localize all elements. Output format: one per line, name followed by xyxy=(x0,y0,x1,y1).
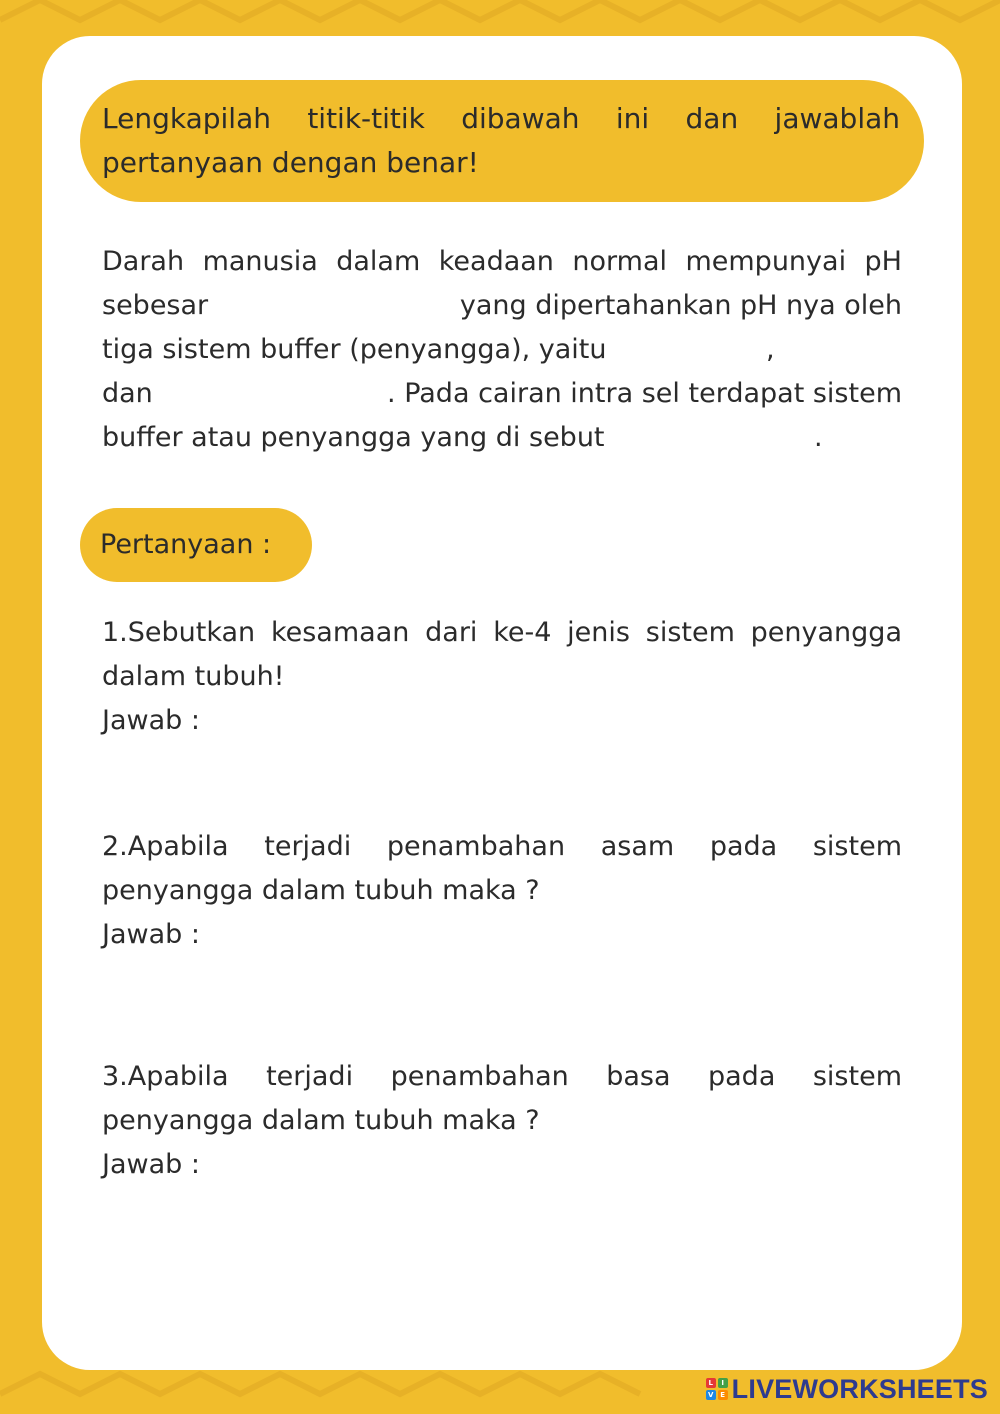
paragraph-text: . xyxy=(814,422,823,453)
answer-label: Jawab : xyxy=(102,919,200,950)
fill-in-paragraph xyxy=(102,240,902,460)
paragraph-line xyxy=(102,284,902,328)
paragraph-line xyxy=(102,328,902,372)
paragraph-line xyxy=(102,416,902,460)
paragraph-text: tiga sistem buffer (penyangga), yaitu xyxy=(102,334,607,365)
logo-letter: L xyxy=(706,1378,716,1388)
instruction-text: Lengkapilah titik-titik dibawah ini dan jawablah pertanyaan dengan benar! xyxy=(102,102,900,179)
branding-text: LIVEWORKSHEETS xyxy=(731,1373,988,1404)
paragraph-text: dan xyxy=(102,378,153,409)
questions-header-pill xyxy=(80,508,312,582)
paragraph-text: . Pada cairan intra sel terdapat sistem xyxy=(387,378,902,409)
liveworksheets-branding xyxy=(706,1371,988,1407)
logo-letter: I xyxy=(718,1378,728,1388)
answer-label: Jawab : xyxy=(102,705,200,736)
paragraph-text: buffer atau penyangga yang di sebut xyxy=(102,422,605,453)
instruction-banner xyxy=(80,80,924,202)
question-2 xyxy=(102,825,902,957)
logo-letter: E xyxy=(718,1390,728,1400)
question-3 xyxy=(102,1055,902,1187)
paragraph-text: yang dipertahankan pH nya oleh xyxy=(459,290,902,321)
answer-label: Jawab : xyxy=(102,1149,200,1180)
question-text: 1.Sebutkan kesamaan dari ke-4 jenis sistem penyangga dalam tubuh! xyxy=(102,617,902,692)
paragraph-text: sebesar xyxy=(102,290,209,321)
paragraph-text: , xyxy=(766,334,775,365)
logo-letter: V xyxy=(706,1390,716,1400)
question-text: 2.Apabila terjadi penambahan asam pada sistem penyangga dalam tubuh maka ? xyxy=(102,831,902,906)
question-text: 3.Apabila terjadi penambahan basa pada sistem penyangga dalam tubuh maka ? xyxy=(102,1061,902,1136)
questions-header: Pertanyaan : xyxy=(100,529,272,560)
question-1 xyxy=(102,611,902,743)
paragraph-line: Darah manusia dalam keadaan normal mempunyai pH xyxy=(102,246,902,277)
liveworksheets-logo-icon xyxy=(706,1378,728,1400)
paragraph-line xyxy=(102,372,902,416)
